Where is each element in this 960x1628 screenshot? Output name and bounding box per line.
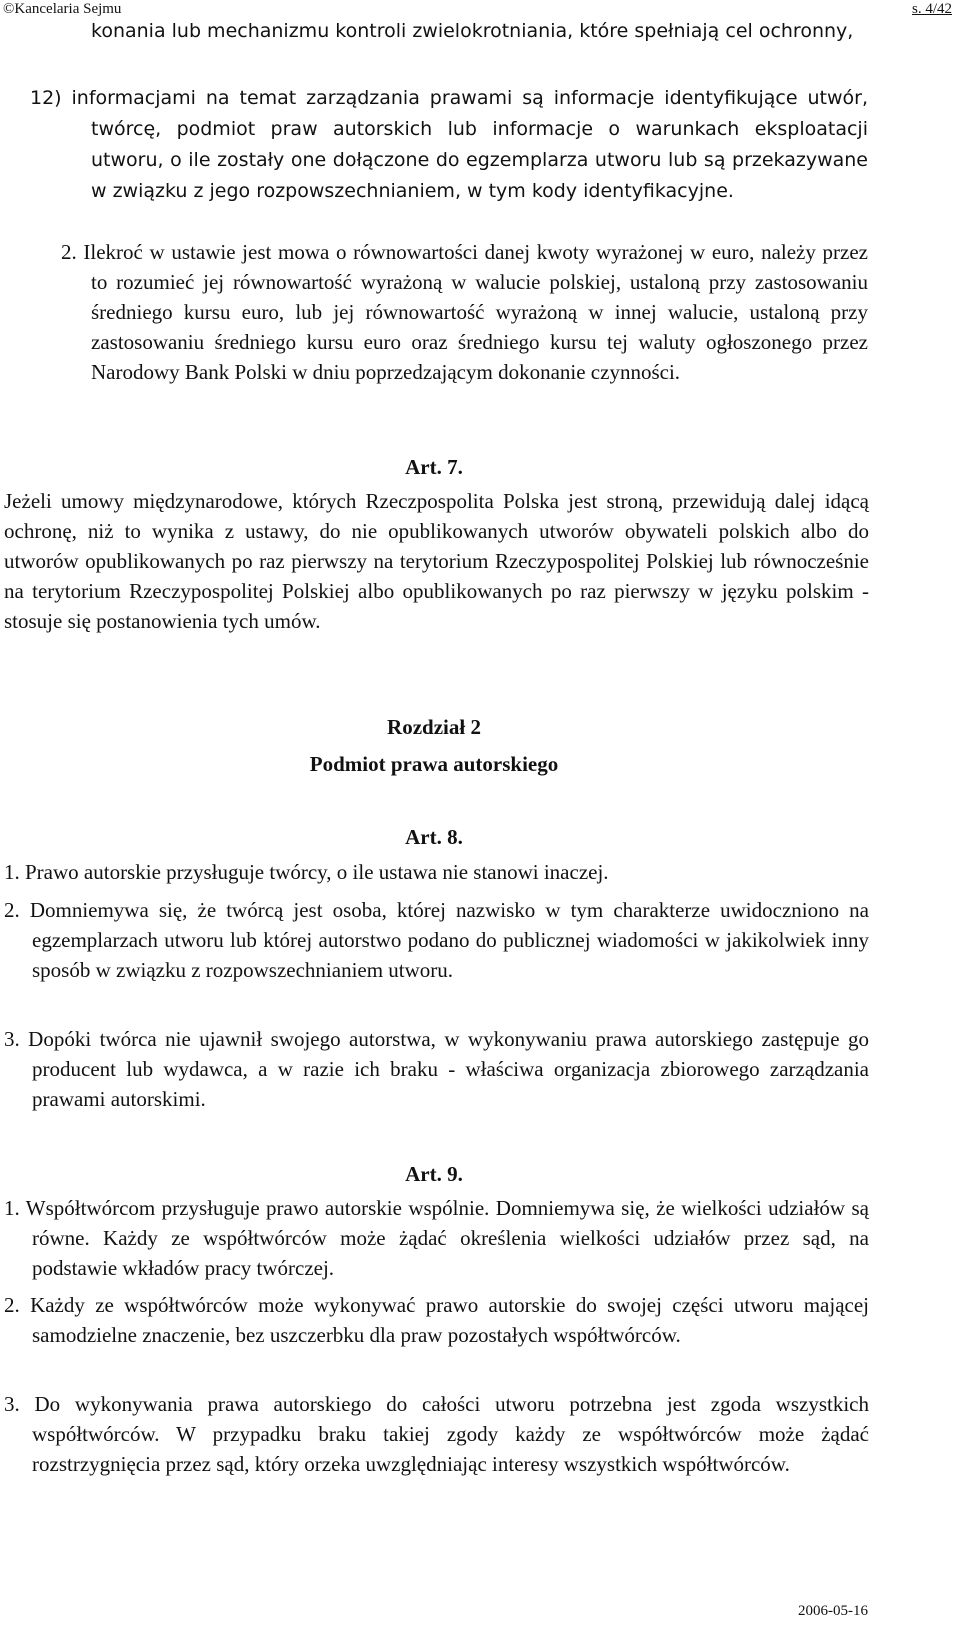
item-12 <box>30 83 868 207</box>
art-9-para-2: 2. Każdy ze współtwórców może wykonywać prawo autorskie do swojej części utworu mającej samodzielne znaczenie, bez uszczerbku dla praw pozostałych współtwórców. <box>4 1293 869 1347</box>
art-8-para-3: 3. Dopóki twórca nie ujawnił swojego autorstwa, w wykonywaniu prawa autorskiego zastępuje go producent lub wydawca, a w razie ich braku - właściwa organizacja zbiorowego zarządzania prawami autorskimi. <box>4 1027 869 1111</box>
art-9-para-1: 1. Współtwórcom przysługuje prawo autorskie wspólnie. Domniemywa się, że wielkości udziałów są równe. Każdy ze współtwórców może żądać określenia wielkości udziałów przez sąd, na podstawie wkładów pracy twórczej. <box>4 1196 869 1280</box>
chapter-number: Rozdział 2 <box>387 715 481 739</box>
art-7-heading: Art. 7. <box>405 455 463 479</box>
chapter-title: Podmiot prawa autorskiego <box>309 752 559 776</box>
paragraph-2-text: 2. Ilekroć w ustawie jest mowa o równowartości danej kwoty wyrażonej w euro, należy przez to rozumieć jej równowartość wyrażoną w walucie polskiej, ustaloną przy zastosowaniu średniego kursu euro, lub jej równowartość wyrażoną w innej walucie, ustaloną przy zastosowaniu średniego kursu euro oraz średniego kursu tej waluty ogłoszonego przez Narodowy Bank Polski w dniu poprzedzającym dokonanie czynności. <box>61 240 868 384</box>
paragraph-2 <box>30 237 868 387</box>
header-source: ©Kancelaria Sejmu <box>3 1 122 17</box>
page-number: s. 4/42 <box>911 1 952 17</box>
item-11-continuation <box>91 16 868 47</box>
art-8-para-2: 2. Domniemywa się, że twórcą jest osoba, której nazwisko w tym charakterze uwidoczniono na egzemplarzach utworu lub której autorstwo podano do publicznej wiadomości w jakikolwiek inny sposób w związku z rozpowszechnianiem utworu. <box>4 898 869 982</box>
art-8-para-1: 1. Prawo autorskie przysługuje twórcy, o ile ustawa nie stanowi inaczej. <box>4 860 609 884</box>
art-7-text: Jeżeli umowy międzynarodowe, których Rzeczpospolita Polska jest stroną, przewidują dalej idącą ochronę, niż to wynika z ustawy, do nie opublikowanych utworów obywateli polskich albo do utworów opublikowanych po raz pierwszy na terytorium Rzeczypospolitej Polskiej lub równocześnie na terytorium Rzeczypospolitej Polskiej albo opublikowanych po raz pierwszy w języku polskim - stosuje się postanowienia tych umów. <box>4 489 869 633</box>
item-12-text: 12) informacjami na temat zarządzania prawami są informacje identyfikujące utwór, twórcę, podmiot praw autorskich lub informacje o warunkach eksploatacji utworu, o ile zostały one dołączone do egzemplarza utworu lub są przekazywane w związku z jego rozpowszechnianiem, w tym kody identyfikacyjne. <box>30 87 868 202</box>
footer-date: 2006-05-16 <box>798 1603 868 1619</box>
art-8-heading: Art. 8. <box>405 825 463 849</box>
art-9-para-3: 3. Do wykonywania prawa autorskiego do całości utworu potrzebna jest zgoda wszystkich współtwórców. W przypadku braku takiej zgody każdy ze współtwórców może żądać rozstrzygnięcia przez sąd, który orzeka uwzględniając interesy wszystkich współtwórców. <box>4 1392 869 1476</box>
item-11-text: konania lub mechanizmu kontroli zwielokrotniania, które spełniają cel ochronny, <box>91 20 854 42</box>
art-9-heading: Art. 9. <box>405 1162 463 1186</box>
